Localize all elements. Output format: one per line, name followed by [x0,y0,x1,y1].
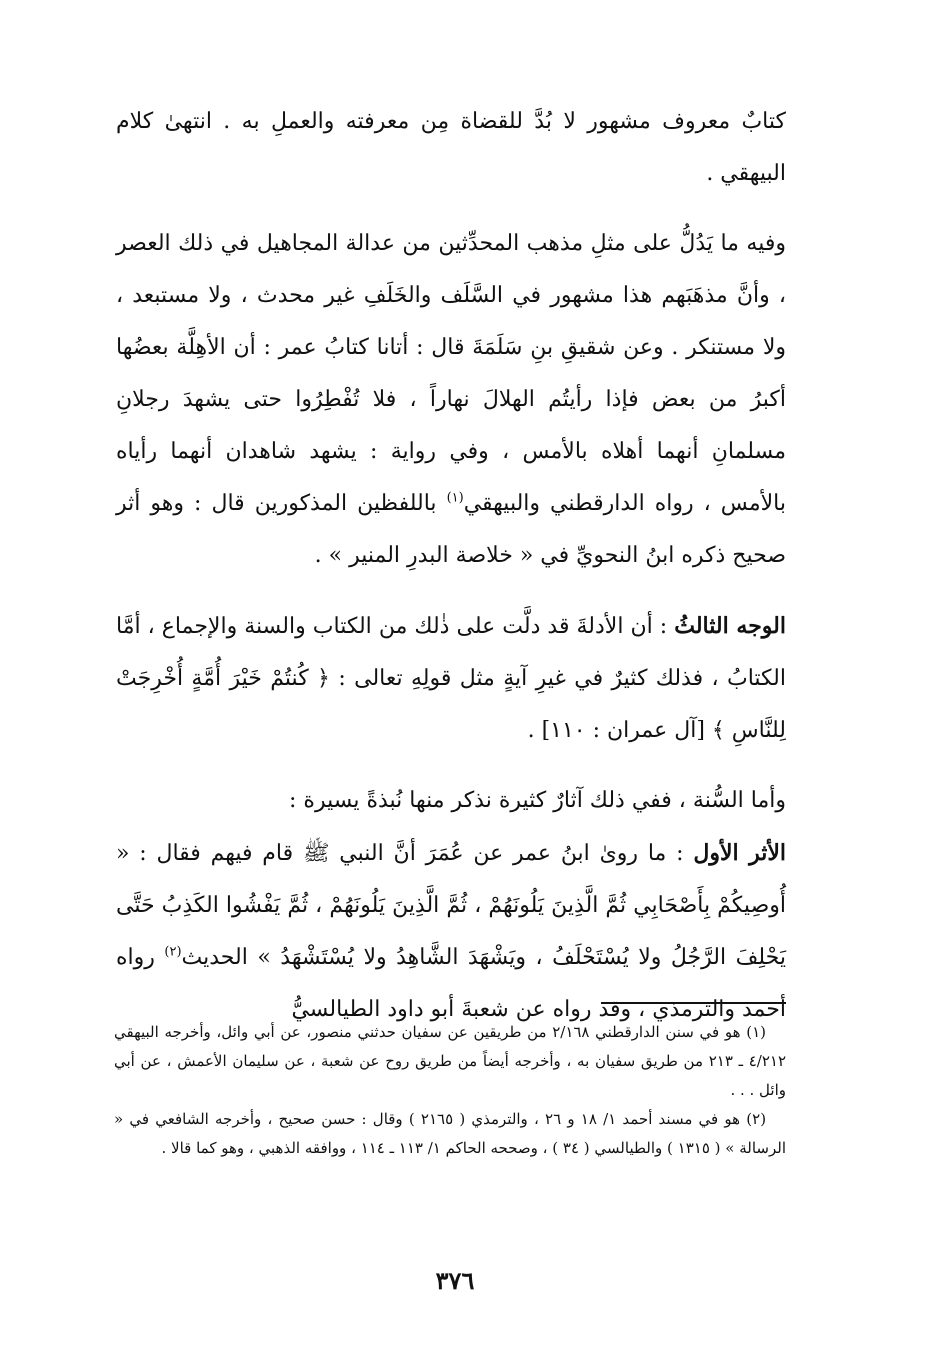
footnote-2: (٢) هو في مسند أحمد ١/ ١٨ و ٢٦ ، والترمذي ( ٢١٦٥ ) وقال : حسن صحيح ، وأخرجه الشافعي في « الرسالة » ( ١٣١٥ ) والطيالسي ( ٣٤ ) ، وصححه الحاكم ١/ ١١٣ ـ ١١٤ ، ووافقه الذهبي ، وهو كما قالا . [114,1110,786,1157]
paragraph-3 [116,600,786,757]
main-text [116,96,786,1036]
footnotes [114,1018,786,1163]
footnote-ref-2: (٢) [164,944,182,960]
paragraph-2 [116,218,786,582]
athar-heading: الأثر الأول [693,840,786,866]
footnote-separator [601,1002,786,1004]
section-heading: الوجه الثالثُ [674,613,786,639]
page-number: ٣٧٦ [435,1266,475,1295]
paragraph-5 [116,827,786,1036]
section-text: : أن الأدلةَ قد دلَّت على ذٰلك من الكتاب والسنة والإجماع ، أمَّا الكتابُ ، فذلك كثيرٌ في غيرِ آيةٍ مثل قولِهِ تعالى : ﴿ كُنتُمْ خَيْرَ أُمَّةٍ أُخْرِجَتْ لِلنَّاسِ ﴾ [آل عمران : ١١٠] . [116,614,786,743]
paragraph-4: وأما السُّنة ، ففي ذلك آثارٌ كثيرة نذكر منها نُبذةً يسيرة : [289,788,786,813]
paragraph-1: كتابٌ معروف مشهور لا بُدَّ للقضاة مِن معرفته والعملِ به . انتهىٰ كلام البيهقي . [116,109,786,186]
footnote-1: (١) هو في سنن الدارقطني ٢/١٦٨ من طريقين عن سفيان حدثني منصور، عن أبي وائل، وأخرجه البيهقي ٤/٢١٢ ـ ٢١٣ من طريق سفيان به ، وأخرجه أيضاً من طريق روح عن شعبة ، عن سليمان الأعمش ، عن أبي وائل . . . [114,1023,786,1099]
athar-text: : ما روىٰ ابنُ عمر عن عُمَرَ أنَّ النبي ﷺ قام فيهم فقال : « أُوصِيكُمْ بِأَصْحَابِي ثُمَّ الَّذِينَ يَلُونَهُمْ ، ثُمَّ الَّذِينَ يَلُونَهُمْ ، ثُمَّ يَفْشُوا الكَذِبُ حَتَّى يَحْلِفَ الرَّجُلُ ولا يُسْتَحْلَفُ ، ويَشْهَدَ الشَّاهِدُ ولا يُسْتَشْهَدُ » الحديث [116,841,786,970]
athar-tail: رواه أحمد والترمذي ، وقد رواه عن شعبةَ أبو داود الطيالسيُّ [116,945,786,1022]
paragraph-2-rest: باللفظين المذكورين قال : وهو أثر صحيح ذكره ابنُ النحويِّ في « خلاصة البدرِ المنير » . [116,491,786,568]
footnote-ref-1: (١) [446,490,464,506]
paragraph-2-text: وفيه ما يَدُلُّ على مثلِ مذهب المحدِّثين من عدالة المجاهيل في ذلك العصر ، وأنَّ مذهَبَهم هذا مشهور في السَّلَف والخَلَفِ غير محدث ، ولا مستبعد ، ولا مستنكر . وعن شقيقِ بنِ سَلَمَةَ قال : أتانا كتابُ عمر : أن الأهِلَّة بعضُها أكبرُ من بعض فإذا رأيتُم الهلالَ نهاراً ، فلا تُفْطِرُوا حتى يشهدَ رجلانِ مسلمانِ أنهما أهلاه بالأمس ، وفي رواية : يشهد شاهدان أنهما رأياه بالأمس ، رواه الدارقطني والبيهقي [116,231,786,516]
